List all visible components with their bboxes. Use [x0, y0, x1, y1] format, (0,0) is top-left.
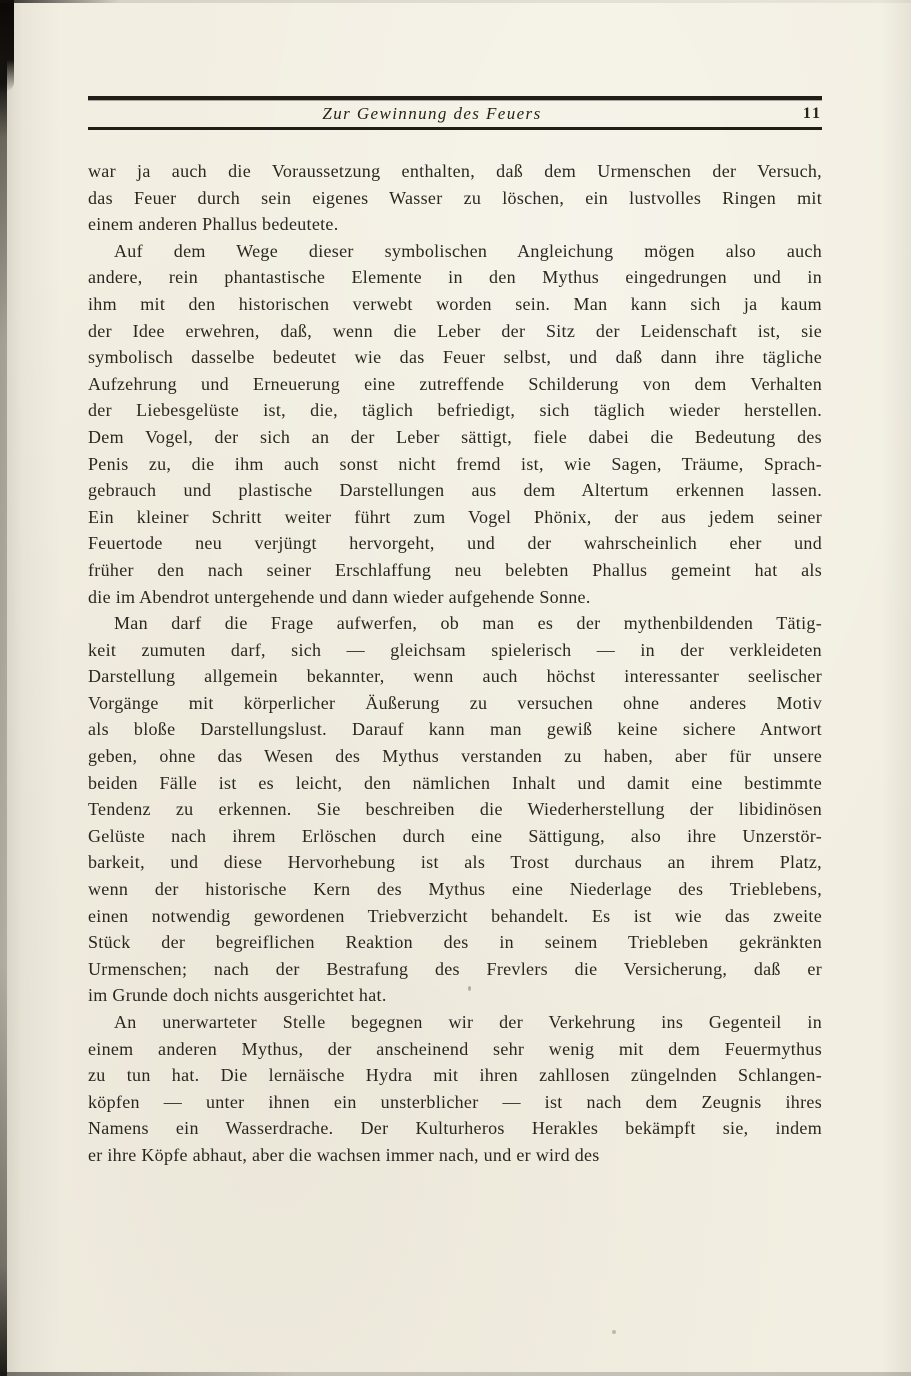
text-line: ihm mit den historischen verwebt worden sein. Man kann sich ja kaum	[88, 293, 822, 314]
text-line: früher den nach seiner Erschlaffung neu belebten Phallus gemeint hat als	[88, 559, 822, 580]
text-line: als bloße Darstellungslust. Darauf kann man gewiß keine sichere Antwort	[88, 719, 822, 740]
text-line: Aufzehrung und Erneuerung eine zutreffende Schilderung von dem Verhalten	[88, 373, 822, 394]
text-line: beiden Fälle ist es leicht, den nämlichen Inhalt und damit eine bestimmte	[88, 772, 822, 793]
paragraph	[88, 238, 822, 610]
page-number: 11	[802, 105, 822, 122]
text-line: einem anderen Phallus bedeutete.	[88, 214, 339, 235]
text-line: keit zumuten darf, sich — gleichsam spielerisch — in der verkleideten	[88, 639, 822, 660]
text-line: einen notwendig gewordenen Triebverzicht behandelt. Es ist wie das zweite	[88, 905, 822, 926]
text-line: Feuertode neu verjüngt hervorgeht, und der wahrscheinlich eher und	[88, 533, 822, 554]
text-line: symbolisch dasselbe bedeutet wie das Feuer selbst, und daß dann ihre tägliche	[88, 347, 822, 368]
text-line: der Idee erwehren, daß, wenn die Leber der Sitz der Leidenschaft ist, sie	[88, 320, 822, 341]
paragraph	[88, 1009, 822, 1169]
text-line: andere, rein phantastische Elemente in den Mythus eingedrungen und in	[88, 267, 822, 288]
text-line: die im Abendrot untergehende und dann wieder aufgehende Sonne.	[88, 586, 591, 607]
text-line: zu tun hat. Die lernäische Hydra mit ihren zahllosen züngelnden Schlangen-	[88, 1065, 822, 1086]
scan-bottom-edge-shadow	[0, 1372, 911, 1376]
scan-left-edge-shadow	[0, 0, 7, 1376]
text-line: Auf dem Wege dieser symbolischen Angleichung mögen also auch	[114, 240, 822, 261]
text-line: Gelüste nach ihrem Erlöschen durch eine Sättigung, also ihre Unzerstör-	[88, 825, 822, 846]
header-rule-bottom	[88, 127, 822, 130]
text-line: Urmenschen; nach der Bestrafung des Frevlers die Versicherung, daß er	[88, 958, 822, 979]
text-line: Darstellung allgemein bekannter, wenn auch höchst interessanter seelischer	[88, 666, 822, 687]
scan-speck	[612, 1330, 616, 1334]
text-line: geben, ohne das Wesen des Mythus verstanden zu haben, aber für unsere	[88, 746, 822, 767]
text-line: köpfen — unter ihnen ein unsterblicher — ist nach dem Zeugnis ihres	[88, 1091, 822, 1112]
paragraph	[88, 158, 822, 238]
text-line: er ihre Köpfe abhaut, aber die wachsen immer nach, und er wird des	[88, 1144, 600, 1165]
text-line: einem anderen Mythus, der anscheinend sehr wenig mit dem Feuermythus	[88, 1038, 822, 1059]
text-line: Stück der begreiflichen Reaktion des in seinem Triebleben gekränkten	[88, 932, 822, 953]
text-line: Vorgänge mit körperlicher Äußerung zu versuchen ohne anderes Motiv	[88, 692, 822, 713]
running-head	[88, 96, 822, 130]
text-line: barkeit, und diese Hervorhebung ist als Trost durchaus an ihrem Platz,	[88, 852, 822, 873]
text-line: gebrauch und plastische Darstellungen aus dem Altertum erkennen lassen.	[88, 480, 822, 501]
text-line: Namens ein Wasserdrache. Der Kulturheros Herakles bekämpft sie, indem	[88, 1118, 822, 1139]
text-line: der Liebesgelüste ist, die, täglich befriedigt, sich täglich wieder herstellen.	[88, 400, 822, 421]
scan-top-left-corner-mark	[0, 0, 14, 92]
text-line: Ein kleiner Schritt weiter führt zum Vogel Phönix, der aus jedem seiner	[88, 506, 822, 527]
text-line: war ja auch die Voraussetzung enthalten, daß dem Urmenschen der Versuch,	[88, 161, 822, 181]
scan-top-edge-shadow	[0, 0, 911, 3]
text-line: wenn der historische Kern des Mythus eine Niederlage des Trieblebens,	[88, 879, 822, 900]
text-line: Penis zu, die ihm auch sonst nicht fremd ist, wie Sagen, Träume, Sprach-	[88, 453, 822, 474]
text-line: Tendenz zu erkennen. Sie beschreiben die Wiederherstellung der libidinösen	[88, 799, 822, 820]
text-line: im Grunde doch nichts ausgerichtet hat.	[88, 985, 387, 1006]
paragraph	[88, 610, 822, 1009]
text-block	[88, 158, 822, 1169]
text-line: Dem Vogel, der sich an der Leber sättigt, fiele dabei die Bedeutung des	[88, 426, 822, 447]
text-line: An unerwarteter Stelle begegnen wir der Verkehrung ins Gegenteil in	[114, 1012, 822, 1032]
running-head-title: Zur Gewinnung des Feuers	[322, 104, 542, 123]
text-line: das Feuer durch sein eigenes Wasser zu löschen, ein lustvolles Ringen mit	[88, 187, 822, 208]
text-line: Man darf die Frage aufwerfen, ob man es der mythenbildenden Tätig-	[114, 613, 822, 634]
